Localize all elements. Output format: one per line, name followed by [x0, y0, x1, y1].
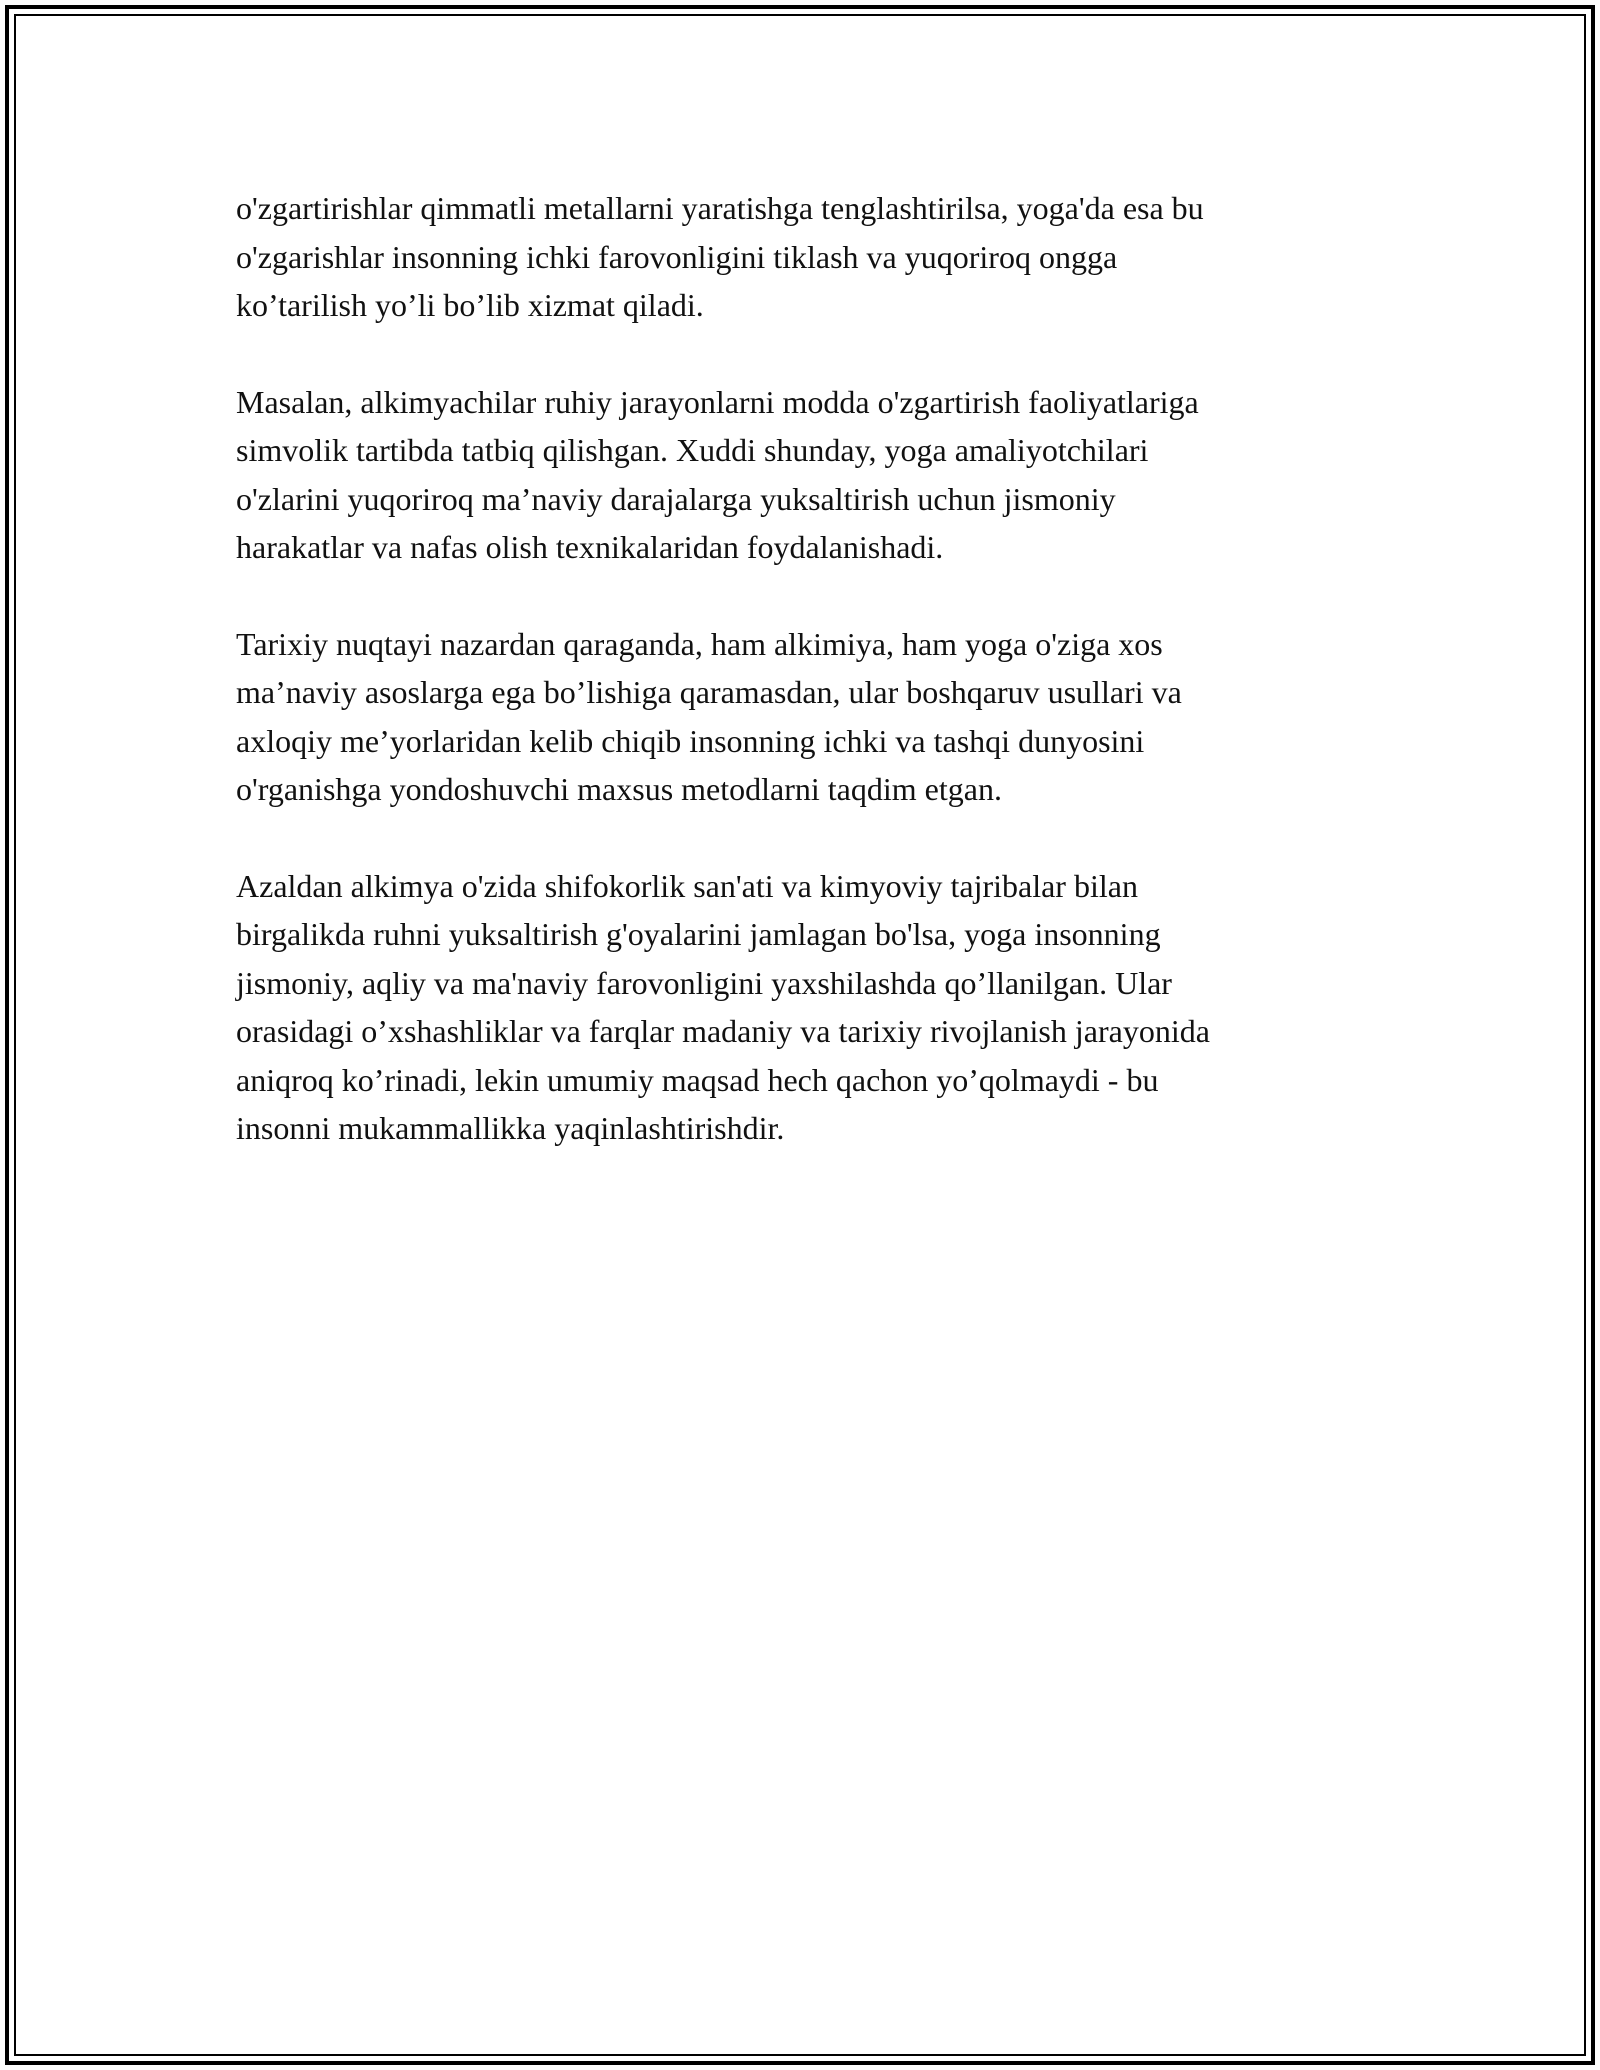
paragraph-4 — [236, 862, 1366, 1153]
paragraph-line: Azaldan alkimya o'zida shifokorlik san'ati va kimyoviy tajribalar bilan — [236, 867, 1138, 904]
paragraph-line: birgalikda ruhni yuksaltirish g'oyalarini jamlagan bo'lsa, yoga insonning — [236, 916, 1161, 952]
document-body — [236, 184, 1366, 1153]
paragraph-line: o'zgarishlar insonning ichki farovonligini tiklash va yuqoriroq ongga — [236, 238, 1118, 275]
paragraph-3 — [236, 620, 1366, 814]
paragraph-line: Masalan, alkimyachilar ruhiy jarayonlarni modda o'zgartirish faoliyatlariga — [236, 383, 1199, 420]
paragraph-line: ma’naviy asoslarga ega bo’lishiga qaramasdan, ular boshqaruv usullari va — [236, 674, 1182, 710]
paragraph-line: simvolik tartibda tatbiq qilishgan. Xuddi shunday, yoga amaliyotchilari — [236, 432, 1149, 468]
paragraph-line: orasidagi o’xshashliklar va farqlar madaniy va tarixiy rivojlanish jarayonida — [236, 1013, 1210, 1049]
paragraph-line: jismoniy, aqliy va ma'naviy farovonligini yaxshilashda qo’llanilgan. Ular — [236, 964, 1172, 1001]
paragraph-line: aniqroq ko’rinadi, lekin umumiy maqsad hech qachon yo’qolmaydi - bu — [236, 1061, 1159, 1098]
paragraph-line: ko’tarilish yo’li bo’lib xizmat qiladi. — [236, 287, 704, 323]
paragraph-2 — [236, 378, 1366, 572]
paragraph-line: insonni mukammallikka yaqinlashtirishdir. — [236, 1110, 785, 1146]
paragraph-1 — [236, 184, 1366, 330]
paragraph-line: o'rganishga yondoshuvchi maxsus metodlarni taqdim etgan. — [236, 771, 1002, 807]
paragraph-line: harakatlar va nafas olish texnikalaridan foydalanishadi. — [236, 529, 944, 565]
paragraph-line: o'zlarini yuqoriroq ma’naviy darajalarga yuksaltirish uchun jismoniy — [236, 480, 1116, 517]
paragraph-line: o'zgartirishlar qimmatli metallarni yaratishga tenglashtirilsa, yoga'da esa bu — [236, 190, 1204, 226]
paragraph-line: axloqiy me’yorlaridan kelib chiqib insonning ichki va tashqi dunyosini — [236, 722, 1145, 759]
paragraph-line: Tarixiy nuqtayi nazardan qaraganda, ham alkimiya, ham yoga o'ziga xos — [236, 625, 1163, 662]
